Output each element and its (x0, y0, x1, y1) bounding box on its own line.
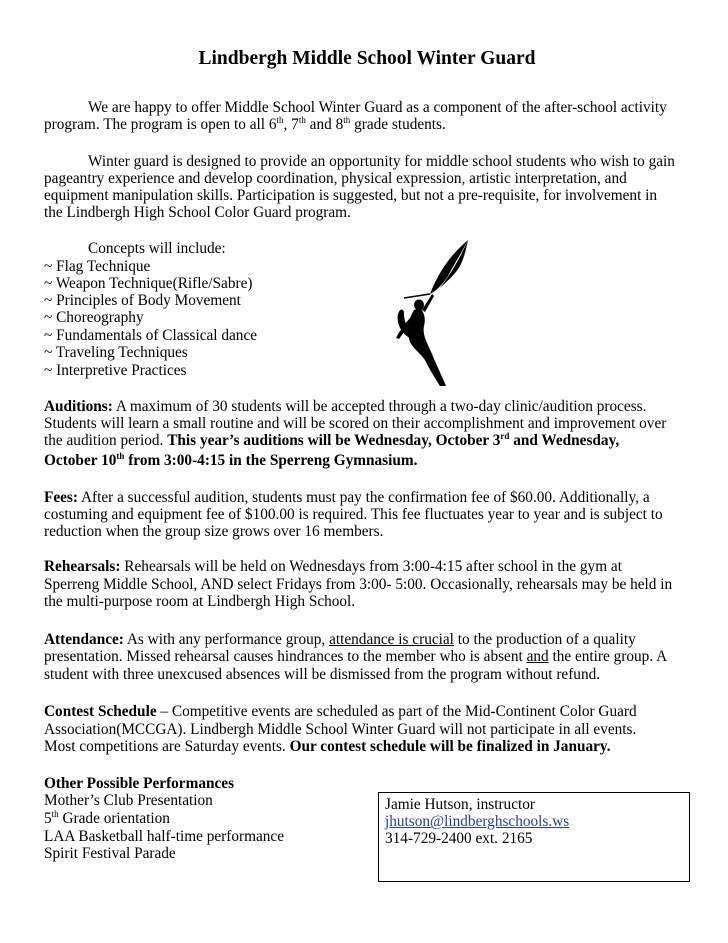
contact-email-link[interactable]: jhutson@lindberghschools.ws (385, 813, 570, 831)
performance-item: Spirit Festival Parade (44, 845, 176, 862)
contest-text: Most competitions are Saturday events. (44, 738, 290, 755)
intro2-line-2: pageantry experience and develop coordination, physical expression, artistic interpretation, and (44, 170, 627, 187)
concept-item: ~ Interpretive Practices (44, 362, 187, 379)
attendance-text: the entire group. A (548, 648, 668, 665)
ordinal-sup: th (343, 114, 351, 125)
performance-text: 5 (44, 810, 52, 827)
rehearsals-label: Rehearsals: (44, 558, 121, 575)
flag-dancer-silhouette-icon (392, 238, 472, 388)
auditions-line-4 (44, 452, 690, 469)
fees-line-1 (44, 489, 690, 506)
contact-name: Jamie Hutson, instructor (385, 796, 535, 813)
auditions-date: and Wednesday, (509, 432, 620, 449)
fees-label: Fees: (44, 489, 78, 506)
contest-note: Our contest schedule will be finalized in January. (289, 738, 611, 755)
attendance-text: presentation. Missed rehearsal causes hindrances to the member who is absent (44, 648, 527, 665)
auditions-date: This year’s auditions will be Wednesday, October 3 (167, 432, 501, 449)
attendance-line-1 (44, 631, 690, 648)
auditions-date: October 10 (44, 452, 117, 469)
ordinal-sup: th (116, 450, 125, 461)
attendance-emphasis: attendance is crucial (329, 631, 454, 648)
attendance-line-3: student with three unexcused absences will be dismissed from the program without refund. (44, 666, 601, 683)
intro-line-2 (44, 116, 690, 133)
intro-text: , 7 (283, 116, 299, 133)
intro-text: program. The program is open to all 6 (44, 116, 277, 133)
fees-text: After a successful audition, students must pay the confirmation fee of $60.00. Additionally, a (77, 489, 650, 506)
auditions-line-2: Students will learn a small routine and will be scored on their accomplishment and improvement over (44, 415, 667, 432)
concept-item: ~ Choreography (44, 309, 144, 326)
contest-line-1 (44, 703, 690, 720)
performances-heading: Other Possible Performances (44, 775, 235, 792)
attendance-text: As with any performance group, (123, 631, 330, 648)
concept-item: ~ Flag Technique (44, 258, 151, 275)
intro-line-1: We are happy to offer Middle School Winter Guard as a component of the after-school activity (88, 99, 667, 116)
attendance-emphasis: and (526, 648, 549, 665)
auditions-location: from 3:00-4:15 in the Sperreng Gymnasium. (124, 452, 418, 469)
concept-item: ~ Traveling Techniques (44, 344, 188, 361)
performance-text: Grade orientation (58, 810, 170, 827)
ordinal-sup: th (51, 808, 59, 819)
intro-text: grade students. (350, 116, 446, 133)
auditions-text: the audition period. (44, 432, 168, 449)
auditions-text: A maximum of 30 students will be accepted through a two-day clinic/audition process. (112, 398, 647, 415)
performance-item: LAA Basketball half-time performance (44, 828, 284, 845)
auditions-line-1 (44, 398, 690, 415)
attendance-text: to the production of a quality (453, 631, 636, 648)
ordinal-sup: th (276, 114, 284, 125)
intro2-line-4: the Lindbergh High School Color Guard program. (44, 204, 351, 221)
contact-box (378, 792, 690, 882)
auditions-line-3 (44, 432, 690, 449)
rehearsals-line-2: Sperreng Middle School, AND select Fridays from 3:00- 5:00. Occasionally, rehearsals may be held in (44, 576, 673, 593)
rehearsals-text: Rehearsals will be held on Wednesdays from 3:00-4:15 after school in the gym at (120, 558, 622, 575)
fees-line-3: reduction when the group size grows over 16 members. (44, 523, 384, 540)
concepts-heading: Concepts will include: (88, 240, 226, 257)
rehearsals-line-1 (44, 558, 690, 575)
contest-line-2: Association(MCCGA). Lindbergh Middle School Winter Guard will not participate in all events. (44, 721, 637, 738)
concept-item: ~ Principles of Body Movement (44, 292, 241, 309)
concept-item: ~ Weapon Technique(Rifle/Sabre) (44, 275, 253, 292)
attendance-label: Attendance: (44, 631, 124, 648)
intro2-line-3: equipment manipulation skills. Participation is suggested, but not a pre-requisite, for involvement in (44, 187, 658, 204)
fees-line-2: costuming and equipment fee of $100.00 is required. This fee fluctuates year to year and is subject to (44, 506, 663, 523)
contest-label: Contest Schedule (44, 703, 157, 720)
intro2-line-1: Winter guard is designed to provide an opportunity for middle school students who wish to gain (88, 153, 675, 170)
page-title: Lindbergh Middle School Winter Guard (198, 48, 536, 69)
contest-line-3 (44, 738, 690, 755)
contest-text: – Competitive events are scheduled as part of the Mid-Continent Color Guard (156, 703, 637, 720)
performance-item: Mother’s Club Presentation (44, 792, 213, 809)
concept-item: ~ Fundamentals of Classical dance (44, 327, 258, 344)
rehearsals-line-3: the multi-purpose room at Lindbergh High School. (44, 593, 356, 610)
attendance-line-2 (44, 648, 690, 665)
auditions-label: Auditions: (44, 398, 113, 415)
ordinal-sup: th (298, 114, 306, 125)
intro-text: and 8 (305, 116, 344, 133)
contact-phone: 314-729-2400 ext. 2165 (385, 830, 533, 848)
ordinal-sup: rd (500, 430, 510, 441)
